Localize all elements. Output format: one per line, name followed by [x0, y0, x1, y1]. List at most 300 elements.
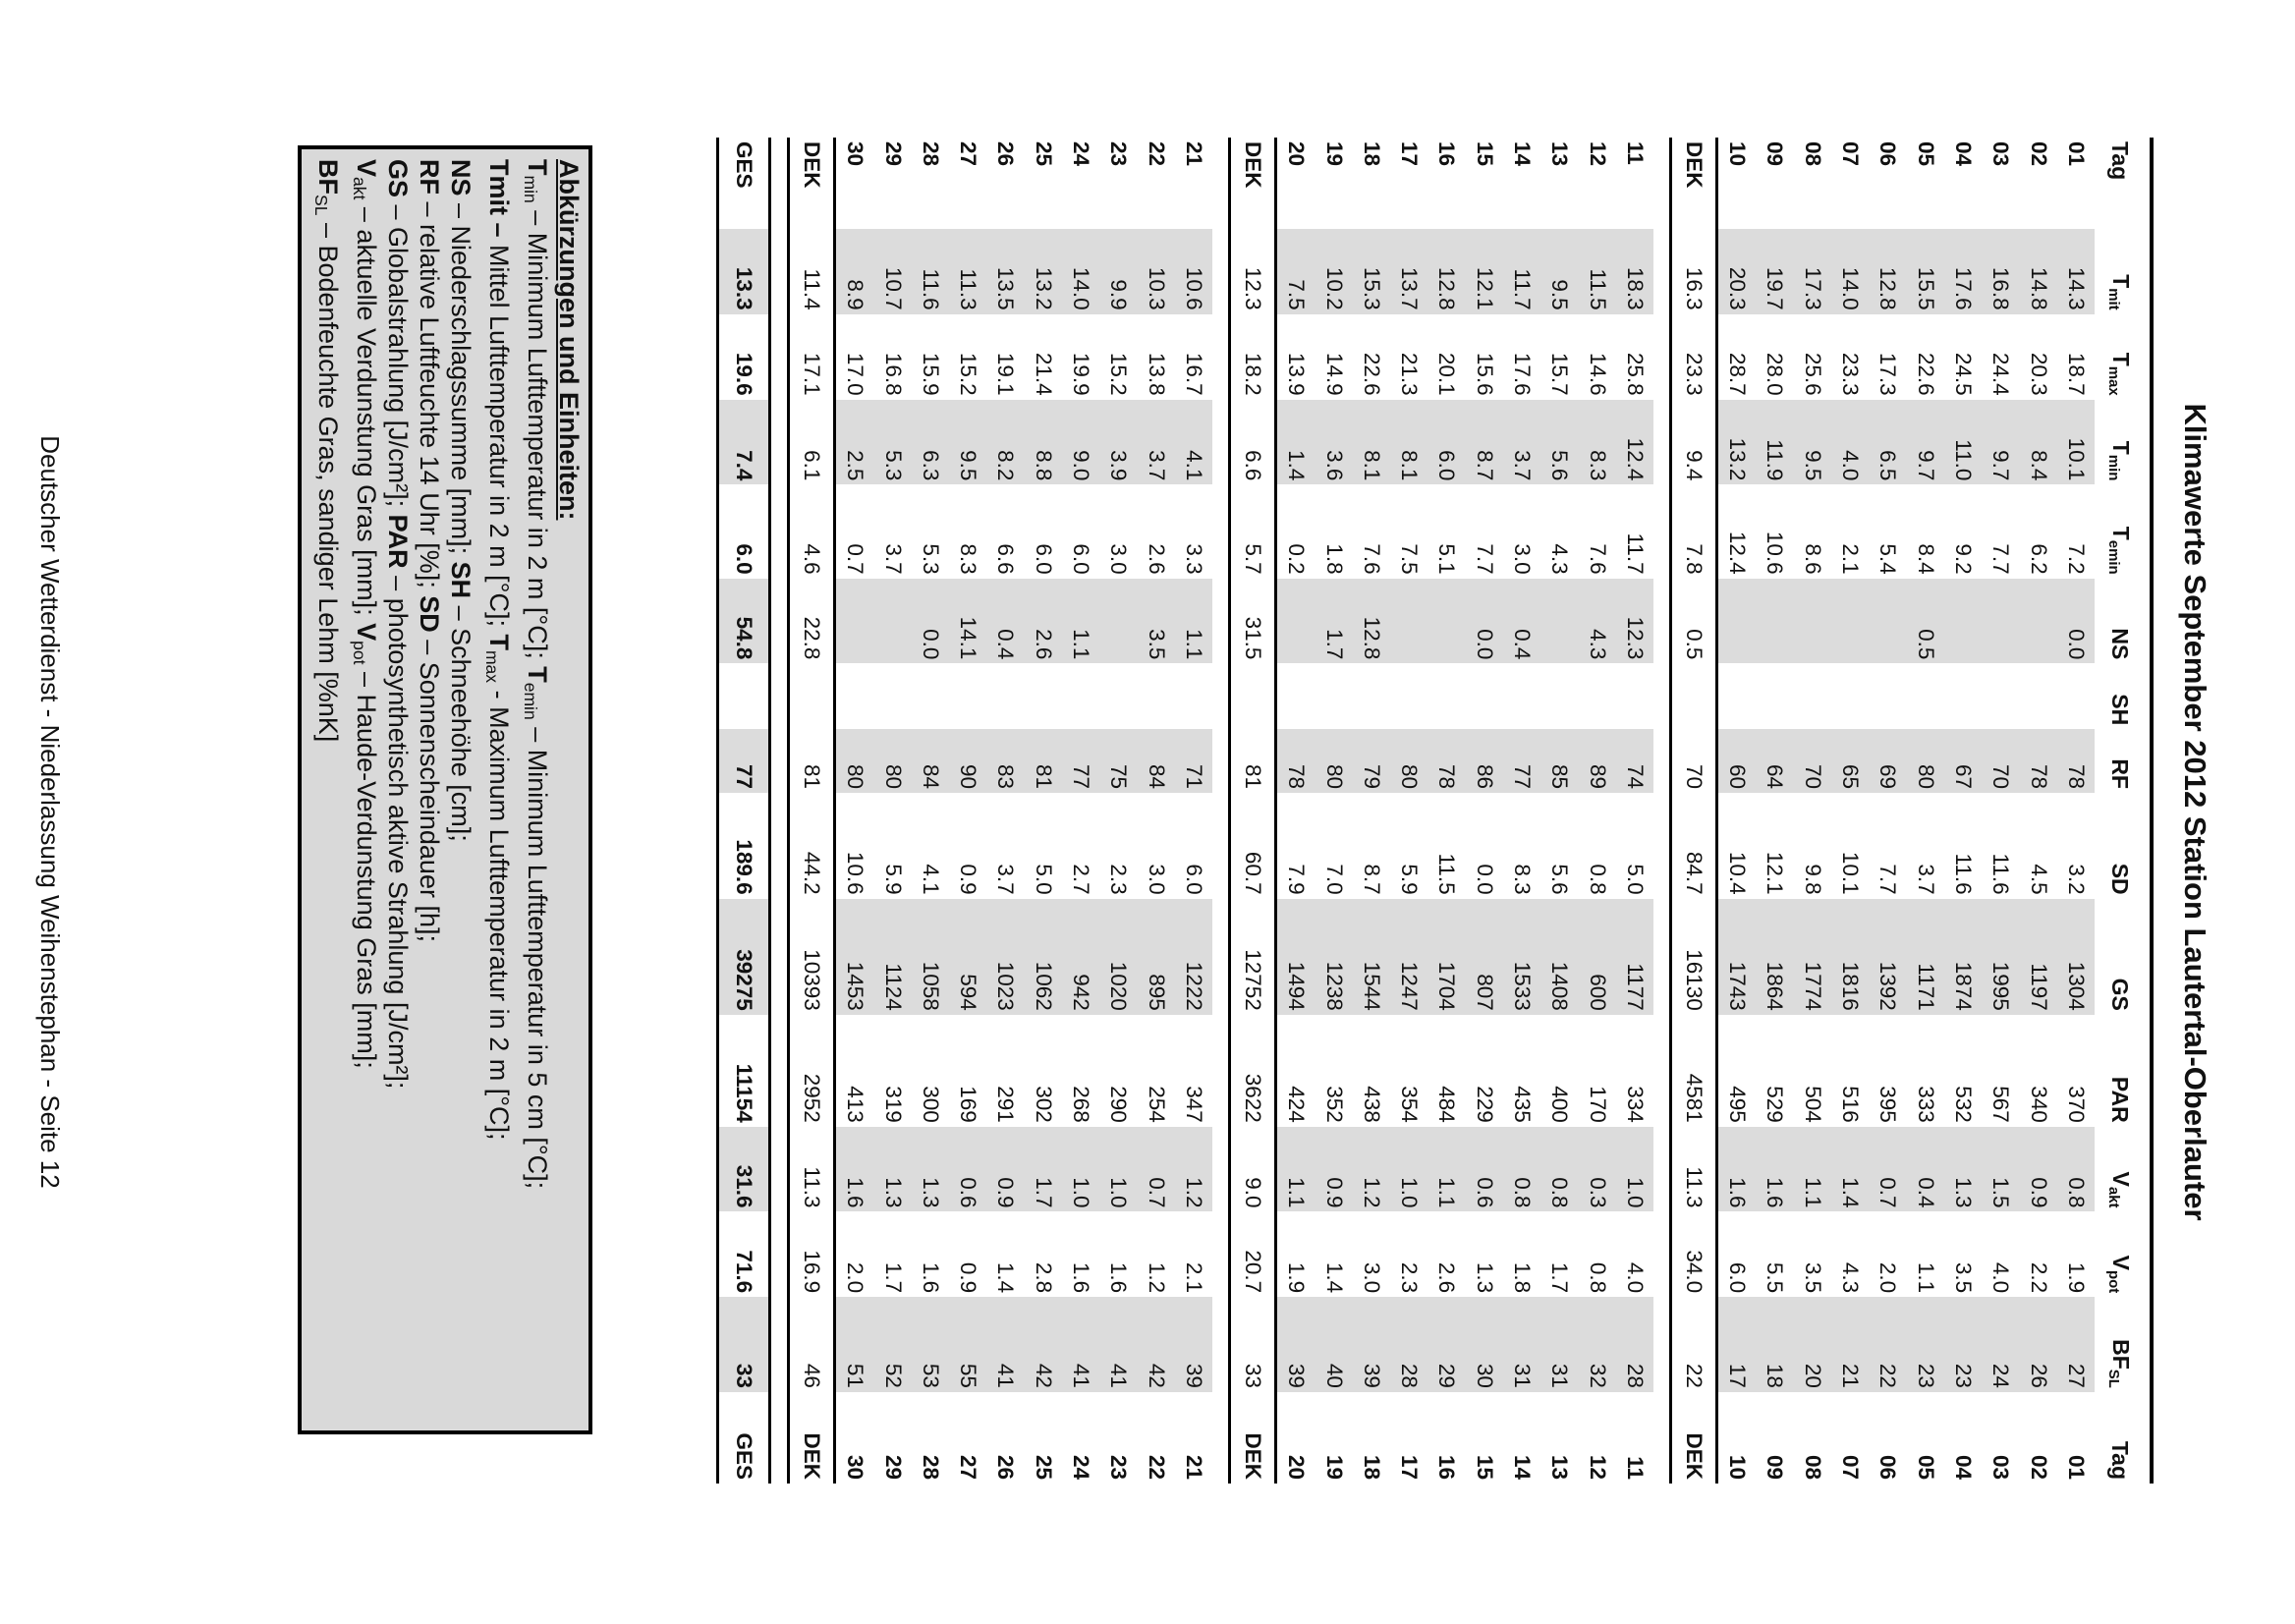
cell-tmax: 17.0 — [843, 352, 868, 396]
cell-vakt: 1.3 — [873, 1127, 911, 1212]
cell-tag-right: DEK — [1671, 1392, 1717, 1484]
cell-tag: 26 — [993, 141, 1019, 167]
cell-sd: 4.1 — [918, 864, 943, 895]
cell-tmax: 14.6 — [1585, 352, 1610, 396]
cell-bfsl: 17 — [1717, 1297, 1757, 1392]
table-row — [1427, 138, 1465, 1484]
cell-ns: 1.1 — [1175, 579, 1212, 664]
cell-tag: 14 — [1510, 141, 1535, 167]
cell-tag: 04 — [1950, 141, 1976, 167]
cell-tag-right: GES — [718, 1392, 770, 1484]
cell-sh — [1831, 663, 1869, 729]
cell-sh — [1540, 663, 1578, 729]
table-row — [1503, 138, 1540, 1484]
cell-gs: 1864 — [1756, 899, 1793, 1015]
cell-temin: 4.6 — [789, 484, 835, 578]
cell-tmax: 14.9 — [1321, 352, 1347, 396]
cell-tmax: 18.7 — [2063, 352, 2089, 396]
decade-summary-row — [789, 138, 835, 1484]
cell-ns — [1427, 579, 1465, 664]
table-row — [986, 138, 1024, 1484]
legend-line — [445, 159, 476, 1421]
cell-sh — [789, 663, 835, 729]
legend-term: T — [523, 159, 552, 176]
cell-rf: 80 — [1907, 729, 1944, 793]
cell-temin: 5.7 — [1230, 484, 1276, 578]
cell-sd: 44.2 — [789, 793, 835, 899]
cell-ns: 4.3 — [1578, 579, 1615, 664]
cell-tag: 16 — [1434, 141, 1460, 167]
cell-rf: 67 — [1944, 729, 1982, 793]
cell-tag-right: 29 — [880, 1454, 906, 1480]
cell-sd: 84.7 — [1671, 793, 1717, 899]
cell-par: 3622 — [1230, 1015, 1276, 1127]
cell-gs: 1453 — [835, 899, 874, 1015]
cell-vpot: 1.9 — [1284, 1261, 1310, 1294]
cell-tmin: 8.1 — [1353, 400, 1390, 485]
cell-par: 254 — [1144, 1086, 1169, 1123]
cell-tmit: 14.0 — [1831, 229, 1869, 314]
cell-sh — [1578, 663, 1615, 729]
cell-rf: 77 — [1062, 729, 1099, 793]
table-row — [2019, 138, 2056, 1484]
cell-ns: 22.8 — [789, 579, 835, 664]
table-row — [1794, 138, 1831, 1484]
cell-ns: 0.5 — [1671, 579, 1717, 664]
cell-gs: 1171 — [1907, 899, 1944, 1015]
row-spacer — [1212, 138, 1230, 1484]
cell-tag: 10 — [1725, 141, 1751, 167]
cell-ns: 1.7 — [1315, 579, 1352, 664]
cell-tmit: 14.3 — [2057, 229, 2095, 314]
cell-temin: 7.8 — [1671, 484, 1717, 578]
cell-vpot: 3.5 — [1800, 1261, 1825, 1294]
cell-tag-right: 05 — [1913, 1454, 1938, 1480]
cell-gs: 1304 — [2057, 899, 2095, 1015]
cell-tmax: 25.6 — [1800, 352, 1825, 396]
cell-ns — [835, 579, 874, 664]
cell-temin: 7.5 — [1397, 543, 1423, 575]
cell-bfsl: 30 — [1466, 1297, 1503, 1392]
cell-rf: 65 — [1831, 729, 1869, 793]
cell-temin: 11.7 — [1622, 532, 1648, 575]
cell-temin: 5.3 — [918, 543, 943, 575]
header-sd: SD — [2107, 863, 2134, 895]
cell-par: 504 — [1800, 1086, 1825, 1123]
row-spacer — [1653, 138, 1671, 1484]
cell-tag: 30 — [843, 141, 868, 167]
legend-term: V — [352, 623, 381, 642]
cell-tmit: 7.5 — [1276, 229, 1315, 314]
cell-tmit: 10.2 — [1315, 229, 1352, 314]
cell-tmin: 9.7 — [1982, 400, 2019, 485]
cell-sd: 3.2 — [2063, 864, 2089, 895]
cell-bfsl: 53 — [912, 1297, 949, 1392]
legend-term: GS — [383, 159, 413, 198]
cell-tag-right: 04 — [1950, 1454, 1976, 1480]
cell-temin: 8.6 — [1800, 543, 1825, 575]
cell-vakt: 0.9 — [1315, 1127, 1352, 1212]
cell-tag: 11 — [1622, 141, 1648, 165]
cell-vakt: 1.3 — [912, 1127, 949, 1212]
table-row — [1099, 138, 1137, 1484]
cell-bfsl: 42 — [1137, 1297, 1174, 1392]
header-temin: $T_{emin}$ — [2105, 526, 2135, 575]
cell-ns: 12.8 — [1353, 579, 1390, 664]
cell-tmax: 19.9 — [1069, 352, 1094, 396]
table-row — [1175, 138, 1212, 1484]
cell-gs: 1238 — [1315, 899, 1352, 1015]
table-row — [1756, 138, 1793, 1484]
cell-temin: 3.0 — [1106, 543, 1132, 575]
cell-tag-right: 14 — [1510, 1454, 1535, 1480]
cell-ns — [1869, 579, 1906, 664]
cell-sh — [1390, 663, 1427, 729]
cell-tmit: 12.8 — [1869, 229, 1906, 314]
cell-vpot: 4.3 — [1838, 1261, 1864, 1294]
cell-tmin: 8.2 — [986, 400, 1024, 485]
cell-vakt: 0.9 — [986, 1127, 1024, 1212]
cell-bfsl: 18 — [1756, 1297, 1793, 1392]
cell-rf: 70 — [1982, 729, 2019, 793]
cell-par: 268 — [1069, 1086, 1094, 1123]
table-row — [1578, 138, 1615, 1484]
cell-bfsl: 32 — [1578, 1297, 1615, 1392]
cell-sd: 9.8 — [1800, 864, 1825, 895]
cell-par: 484 — [1434, 1086, 1460, 1123]
cell-tmax: 23.3 — [1838, 352, 1864, 396]
cell-ns: 2.6 — [1025, 579, 1062, 664]
cell-tag-right: 18 — [1359, 1454, 1384, 1480]
cell-bfsl: 33 — [1230, 1297, 1276, 1392]
cell-tag-right: 28 — [918, 1454, 943, 1480]
top-rule — [2150, 138, 2154, 1484]
cell-tmax: 15.2 — [956, 352, 981, 396]
cell-tmax: 21.3 — [1397, 352, 1423, 396]
cell-tmax: 17.3 — [1875, 352, 1901, 396]
legend-term: T — [484, 634, 514, 650]
legend-desc: – Niederschlagssumme [mm]; — [446, 196, 476, 562]
cell-tag: 07 — [1838, 141, 1864, 167]
cell-vpot: 1.1 — [1913, 1261, 1938, 1294]
cell-gs: 807 — [1466, 899, 1503, 1015]
header-tmit: $T_{mit}$ — [2105, 274, 2135, 310]
cell-gs: 1995 — [1982, 899, 2019, 1015]
header-ns: NS — [2107, 628, 2134, 660]
cell-tag-right: 13 — [1547, 1454, 1573, 1480]
cell-vpot: 2.0 — [843, 1261, 868, 1294]
cell-rf: 80 — [835, 729, 874, 793]
cell-tmin: 8.7 — [1466, 400, 1503, 485]
cell-sd: 11.6 — [1988, 853, 2014, 895]
cell-temin: 8.3 — [956, 543, 981, 575]
legend-term: SH — [446, 561, 476, 599]
cell-tag-right: 03 — [1988, 1454, 2014, 1480]
cell-vakt: 1.0 — [1616, 1127, 1653, 1212]
cell-tag: 12 — [1585, 141, 1610, 167]
cell-bfsl: 27 — [2057, 1297, 2095, 1392]
legend-line — [344, 159, 382, 1421]
cell-tmit: 16.8 — [1982, 229, 2019, 314]
cell-tag-right: 23 — [1106, 1454, 1132, 1480]
cell-sd: 10.1 — [1838, 851, 1864, 895]
legend-desc: – Bodenfeuchte Gras, sandiger Lehm [%nK] — [313, 215, 343, 743]
cell-tag: 03 — [1988, 141, 2014, 167]
cell-temin: 4.3 — [1547, 543, 1573, 575]
header-tag-right: Tag — [2107, 1440, 2134, 1480]
cell-tmax: 13.9 — [1284, 352, 1310, 396]
cell-sh — [1427, 663, 1465, 729]
cell-par: 354 — [1397, 1086, 1423, 1123]
cell-tmit: 10.7 — [873, 229, 911, 314]
cell-vakt: 0.3 — [1578, 1127, 1615, 1212]
cell-par: 300 — [918, 1086, 943, 1123]
cell-tmax: 15.7 — [1547, 352, 1573, 396]
cell-tag: 05 — [1913, 141, 1938, 167]
cell-par: 395 — [1875, 1086, 1901, 1123]
table-row — [1717, 138, 1757, 1484]
cell-vakt: 0.4 — [1907, 1127, 1944, 1212]
cell-sd: 7.9 — [1284, 864, 1310, 895]
cell-sd: 12.1 — [1763, 851, 1788, 895]
legend-lines — [306, 159, 553, 1421]
cell-sd: 11.5 — [1434, 853, 1460, 895]
cell-tmax: 22.6 — [1359, 352, 1384, 396]
cell-tmax: 15.9 — [918, 352, 943, 396]
cell-par: 352 — [1321, 1086, 1347, 1123]
cell-sh — [1315, 663, 1352, 729]
cell-ns — [1756, 579, 1793, 664]
cell-par: 424 — [1284, 1086, 1310, 1123]
cell-ns: 54.8 — [718, 579, 770, 664]
cell-temin: 7.2 — [2063, 543, 2089, 575]
cell-tmit: 17.3 — [1794, 229, 1831, 314]
table-row — [1353, 138, 1390, 1484]
cell-ns: 3.5 — [1137, 579, 1174, 664]
header-tmax: $T_{max}$ — [2105, 352, 2135, 396]
cell-bfsl: 26 — [2019, 1297, 2056, 1392]
cell-temin: 5.1 — [1434, 543, 1460, 575]
cell-tmin: 12.4 — [1616, 400, 1653, 485]
cell-vakt: 1.1 — [1427, 1127, 1465, 1212]
table-row — [1466, 138, 1503, 1484]
legend-heading: Abkürzungen und Einheiten: — [554, 159, 584, 521]
cell-vpot: 20.7 — [1230, 1211, 1276, 1297]
legend-desc: – Haude-Verdunstung Gras [mm]; — [352, 664, 381, 1069]
cell-vakt: 1.0 — [1062, 1127, 1099, 1212]
cell-bfsl: 22 — [1869, 1297, 1906, 1392]
cell-tmin: 8.4 — [2019, 400, 2056, 485]
header-vpot: $V_{pot}$ — [2105, 1255, 2135, 1294]
cell-tmin: 13.2 — [1717, 400, 1757, 485]
table-row — [1907, 138, 1944, 1484]
cell-tag: DEK — [1671, 138, 1717, 229]
cell-tmit: 17.6 — [1944, 229, 1982, 314]
cell-tag: DEK — [789, 138, 835, 229]
cell-tag-right: DEK — [1230, 1392, 1276, 1484]
table-row — [1944, 138, 1982, 1484]
cell-rf: 81 — [1230, 729, 1276, 793]
table-row — [1540, 138, 1578, 1484]
header-vakt: $V_{akt}$ — [2105, 1171, 2135, 1208]
cell-tag-right: 30 — [843, 1454, 868, 1480]
cell-sd: 5.0 — [1622, 864, 1648, 895]
cell-vpot: 1.2 — [1144, 1261, 1169, 1294]
legend-term: RF — [415, 159, 444, 195]
cell-par: 170 — [1585, 1086, 1610, 1123]
cell-tag: 28 — [918, 141, 943, 167]
cell-gs: 895 — [1137, 899, 1174, 1015]
cell-tmin: 9.4 — [1671, 400, 1717, 485]
cell-rf: 64 — [1756, 729, 1793, 793]
legend-line — [382, 159, 414, 1421]
cell-temin: 7.6 — [1359, 543, 1384, 575]
table-row — [873, 138, 911, 1484]
cell-tmin: 6.6 — [1230, 400, 1276, 485]
cell-sh — [1276, 663, 1315, 729]
cell-sd: 10.6 — [843, 851, 868, 895]
cell-tag: 19 — [1321, 141, 1347, 167]
cell-par: 302 — [1031, 1086, 1056, 1123]
table-row — [1315, 138, 1352, 1484]
cell-temin: 2.1 — [1838, 543, 1864, 575]
cell-tmin: 3.6 — [1315, 400, 1352, 485]
header-tag: Tag — [2107, 141, 2134, 181]
cell-tmit: 19.7 — [1756, 229, 1793, 314]
legend-desc: Mittel Lufttemperatur in 2 m [°C]; — [484, 237, 514, 635]
cell-temin: 2.6 — [1144, 543, 1169, 575]
cell-rf: 81 — [789, 729, 835, 793]
cell-sd: 7.0 — [1321, 864, 1347, 895]
cell-par: 347 — [1181, 1086, 1206, 1123]
cell-vpot: 2.1 — [1181, 1261, 1206, 1294]
cell-temin: 5.4 — [1875, 543, 1901, 575]
table-row — [912, 138, 949, 1484]
cell-temin: 7.7 — [1472, 543, 1497, 575]
cell-sh — [949, 663, 986, 729]
cell-temin: 6.0 — [1069, 543, 1094, 575]
cell-tag: 18 — [1359, 141, 1384, 167]
cell-ns — [1276, 579, 1315, 664]
cell-par: 169 — [956, 1086, 981, 1123]
cell-par: 340 — [2026, 1086, 2051, 1123]
cell-tag: 22 — [1144, 141, 1169, 167]
legend-desc: – Minimum Lufttemperatur in 5 cm [°C]; — [523, 719, 552, 1190]
cell-tag: 02 — [2026, 141, 2051, 167]
cell-tmax: 23.3 — [1671, 314, 1717, 400]
cell-tag-right: 19 — [1321, 1454, 1347, 1480]
climate-table — [716, 138, 2146, 1484]
cell-sh — [1616, 663, 1653, 729]
cell-par: 229 — [1472, 1086, 1497, 1123]
cell-par: 319 — [880, 1086, 906, 1123]
cell-gs: 12752 — [1230, 899, 1276, 1015]
legend-term-sub: max — [482, 649, 502, 684]
cell-tmin: 4.0 — [1831, 400, 1869, 485]
cell-sh — [912, 663, 949, 729]
cell-vakt: 9.0 — [1230, 1127, 1276, 1212]
cell-par: 2952 — [789, 1015, 835, 1127]
cell-tag-right: 01 — [2063, 1454, 2089, 1480]
cell-sh — [1099, 663, 1137, 729]
cell-par: 4581 — [1671, 1015, 1717, 1127]
cell-rf: 78 — [2057, 729, 2095, 793]
cell-temin: 6.6 — [993, 543, 1019, 575]
cell-tmit: 11.4 — [789, 229, 835, 314]
page-title: Klimawerte September 2012 Station Lautertal-Oberlauter — [2178, 403, 2212, 1221]
cell-gs: 1023 — [986, 899, 1024, 1015]
cell-vpot: 71.6 — [718, 1211, 770, 1297]
cell-tmin: 2.5 — [835, 400, 874, 485]
cell-gs: 1247 — [1390, 899, 1427, 1015]
cell-vakt: 1.0 — [1099, 1127, 1137, 1212]
cell-tmit: 10.6 — [1175, 229, 1212, 314]
table-row — [1025, 138, 1062, 1484]
cell-vakt: 1.4 — [1831, 1127, 1869, 1212]
table-header-row — [2095, 138, 2146, 1484]
cell-tag: 17 — [1397, 141, 1423, 167]
cell-rf: 85 — [1540, 729, 1578, 793]
cell-tag: 25 — [1031, 141, 1056, 167]
decade-summary-row — [1671, 138, 1717, 1484]
cell-tmin: 6.5 — [1869, 400, 1906, 485]
cell-sh — [1907, 663, 1944, 729]
legend-desc: – Schneehöhe [cm]; — [446, 598, 476, 842]
cell-tmax: 18.2 — [1230, 314, 1276, 400]
cell-rf: 80 — [1390, 729, 1427, 793]
cell-gs: 594 — [949, 899, 986, 1015]
cell-tmit: 11.7 — [1503, 229, 1540, 314]
cell-ns — [1540, 579, 1578, 664]
header-rf: RF — [2107, 758, 2134, 789]
page-footer: Deutscher Wetterdienst - Niederlassung Weihenstephan - Seite 12 — [35, 435, 65, 1189]
cell-par: 529 — [1763, 1086, 1788, 1123]
cell-vakt: 1.5 — [1982, 1127, 2019, 1212]
cell-tag-right: 10 — [1725, 1454, 1751, 1480]
cell-sh — [1466, 663, 1503, 729]
cell-ns: 14.1 — [949, 579, 986, 664]
cell-tmax: 19.6 — [718, 314, 770, 400]
header-bfsl: $BF_{SL}$ — [2105, 1339, 2135, 1388]
cell-sd: 6.0 — [1181, 864, 1206, 895]
cell-ns: 0.0 — [912, 579, 949, 664]
cell-tmax: 15.6 — [1472, 352, 1497, 396]
cell-temin: 0.7 — [843, 543, 868, 575]
cell-tmit: 11.6 — [912, 229, 949, 314]
cell-sd: 189.6 — [718, 793, 770, 899]
cell-gs: 1062 — [1025, 899, 1062, 1015]
cell-tmit: 8.9 — [835, 229, 874, 314]
cell-bfsl: 39 — [1276, 1297, 1315, 1392]
cell-bfsl: 33 — [718, 1297, 770, 1392]
cell-gs: 1494 — [1276, 899, 1315, 1015]
cell-vakt: 1.2 — [1353, 1127, 1390, 1212]
cell-temin: 9.2 — [1950, 543, 1976, 575]
cell-bfsl: 20 — [1794, 1297, 1831, 1392]
cell-bfsl: 41 — [986, 1297, 1024, 1392]
cell-gs: 1197 — [2019, 899, 2056, 1015]
cell-sh — [1137, 663, 1174, 729]
cell-tag: 20 — [1284, 141, 1310, 167]
cell-vpot: 2.3 — [1397, 1261, 1423, 1294]
legend-term: SD — [415, 595, 444, 633]
table-row — [1276, 138, 1315, 1484]
cell-tmin: 7.4 — [718, 400, 770, 485]
cell-rf: 69 — [1869, 729, 1906, 793]
cell-tmax: 16.7 — [1181, 352, 1206, 396]
legend-desc: - Maximum Lufttemperatur in 2 m [°C]; — [484, 683, 514, 1141]
cell-vpot: 2.0 — [1875, 1261, 1901, 1294]
